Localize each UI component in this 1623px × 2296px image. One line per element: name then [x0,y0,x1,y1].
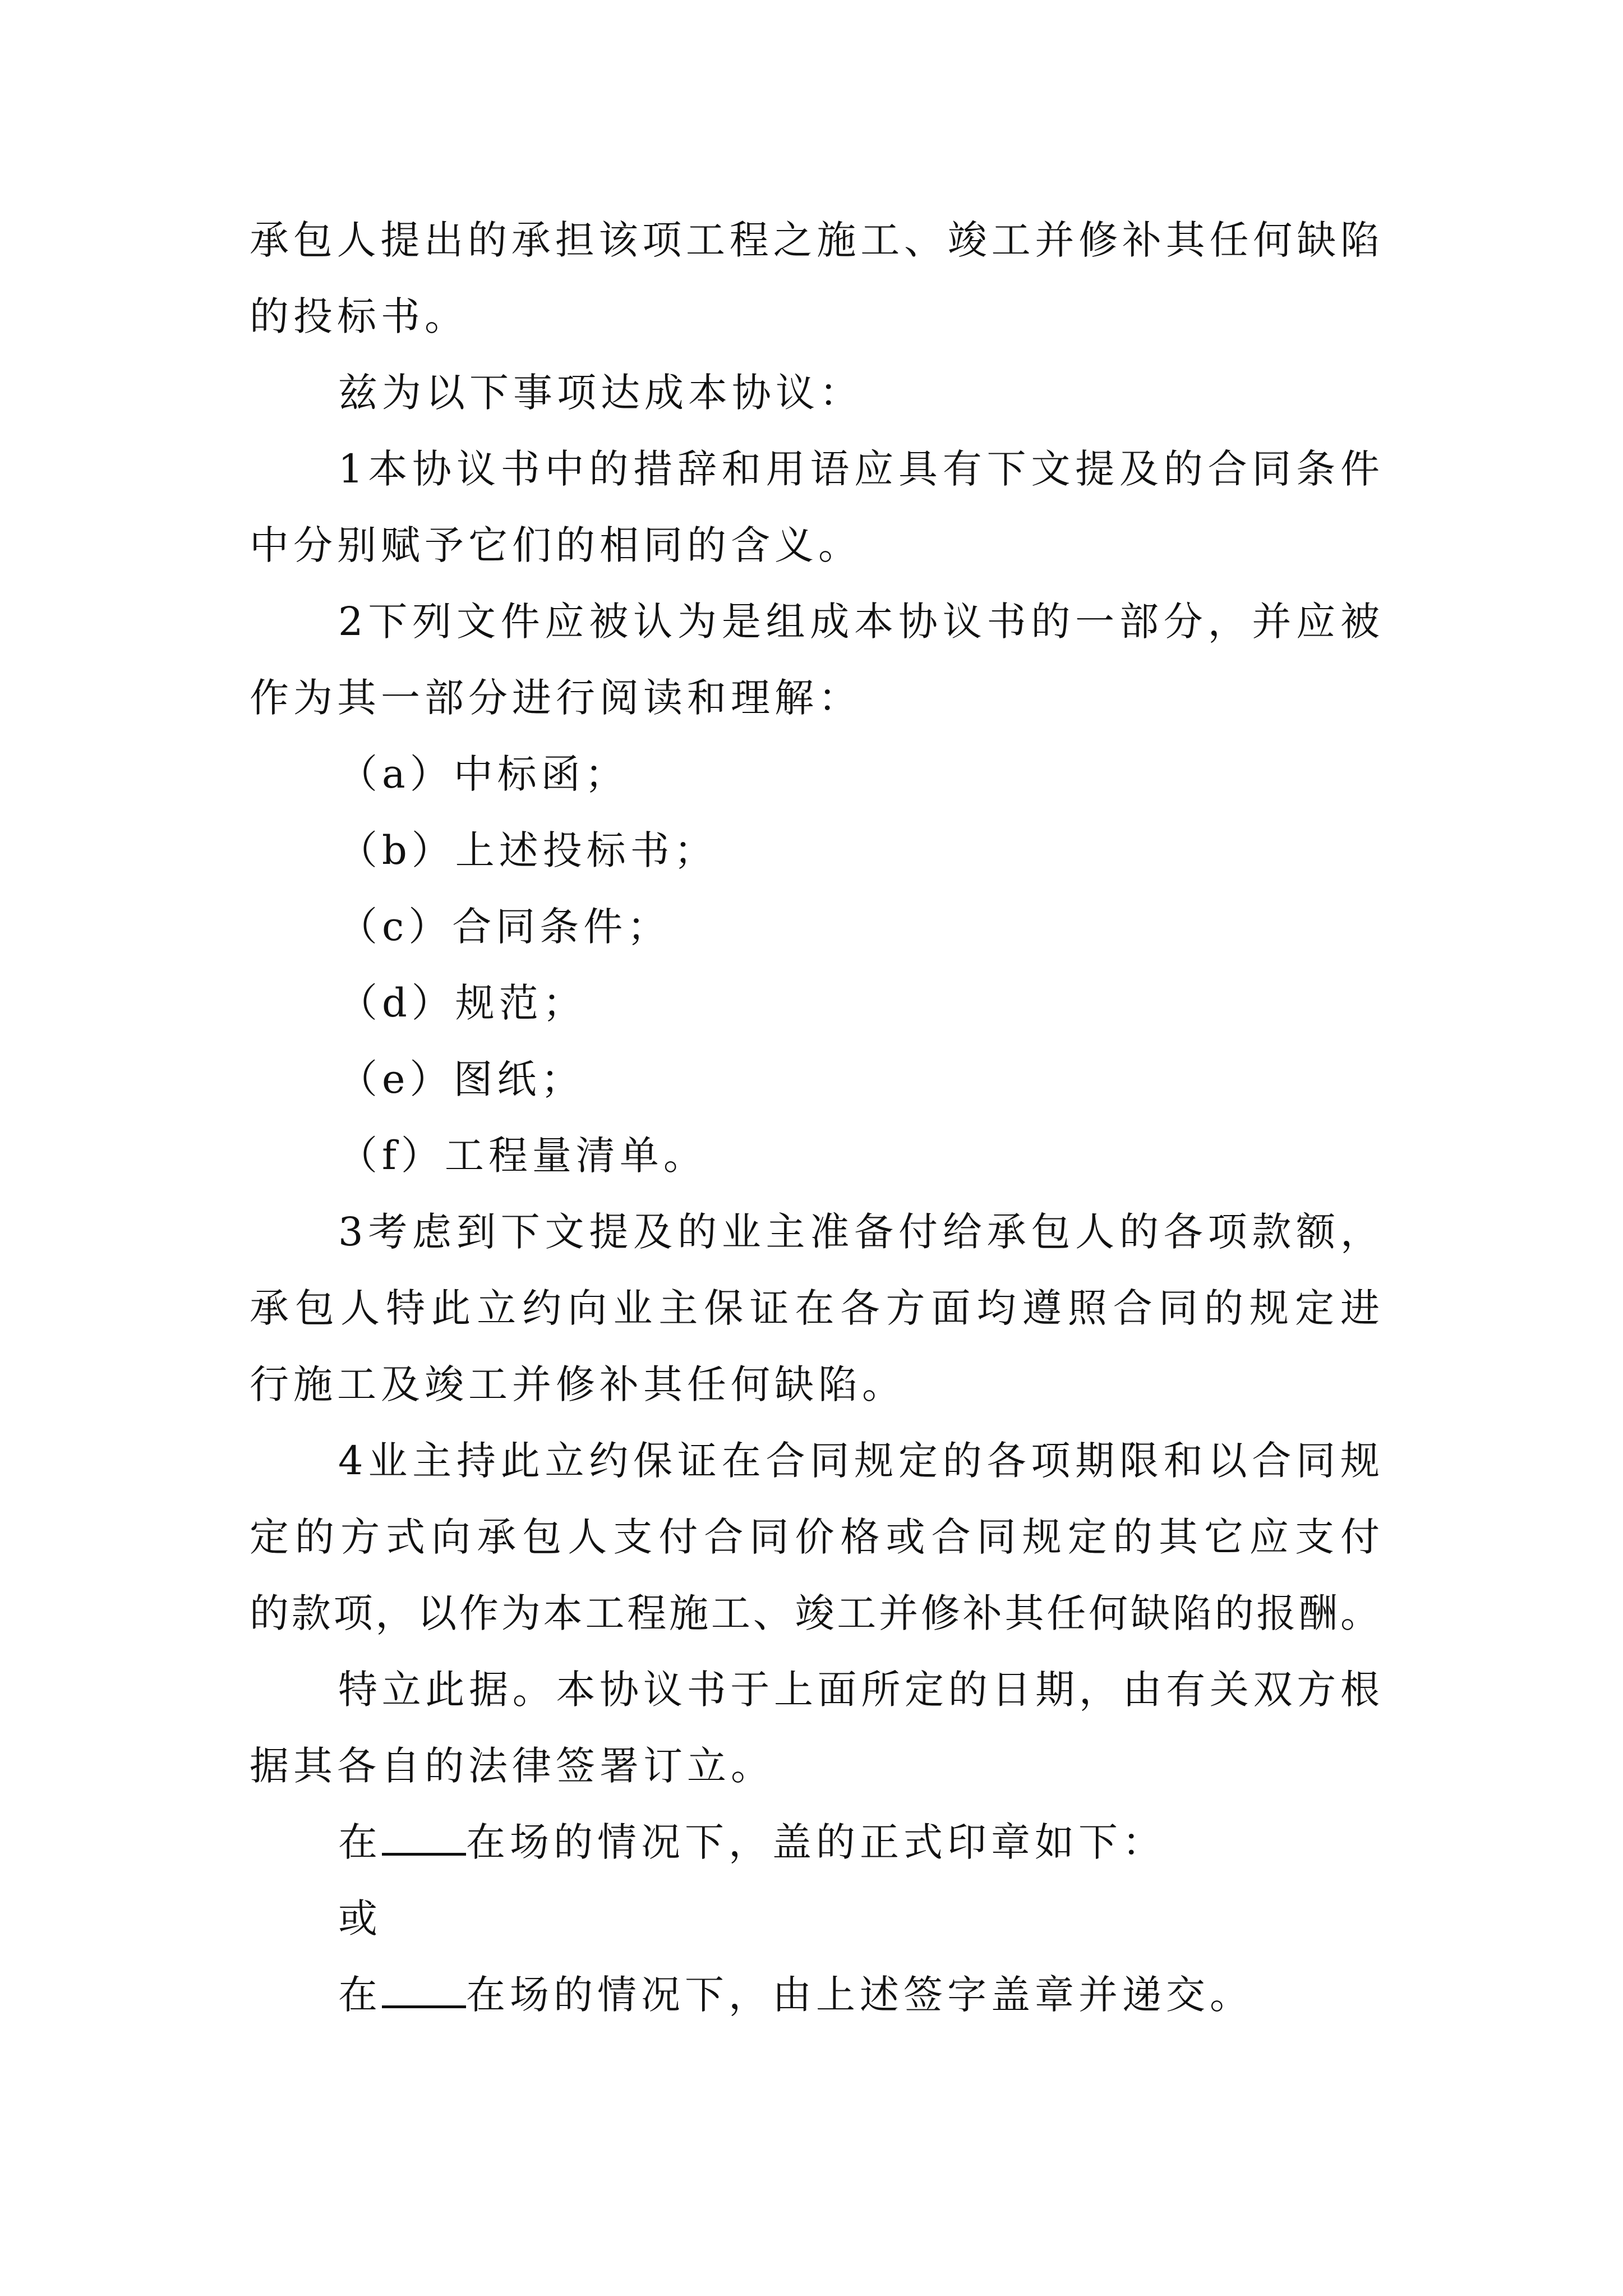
witness-line: 特立此据。本协议书于上面所定的日期，由有关双方根 [338,1667,1380,1713]
seal-line [250,1804,1380,1880]
paragraph-line: 的投标书。 [250,293,468,339]
sign-witness-blank[interactable] [382,1972,466,2008]
clause-4-line: 的款项，以作为本工程施工、竣工并修补其任何缺陷的报酬。 [250,1590,1380,1636]
clause-4-line: 定的方式向承包人支付合同价格或合同规定的其它应支付 [250,1514,1380,1560]
clause-1-line: 1本协议书中的措辞和用语应具有下文提及的合同条件 [338,446,1380,492]
seal-witness-blank[interactable] [382,1819,466,1856]
list-item: （f）工程量清单。 [338,1133,707,1179]
agreement-body [250,202,1380,2033]
clause-2-line: 2下列文件应被认为是组成本协议书的一部分，并应被 [338,599,1380,645]
witness-line: 据其各自的法律签署订立。 [250,1743,774,1789]
list-item: （a）中标函； [338,751,629,797]
list-item: （e）图纸； [338,1056,585,1102]
clause-3-line: 行施工及竣工并修补其任何缺陷。 [250,1361,906,1407]
paragraph-line: 承包人提出的承担该项工程之施工、竣工并修补其任何缺陷 [250,217,1380,263]
seal-suffix: 在场的情况下，盖的正式印章如下： [466,1819,1166,1865]
seal-prefix: 在 [338,1819,382,1865]
sign-suffix: 在场的情况下，由上述签字盖章并递交。 [466,1972,1253,2018]
clause-4-line: 4业主持此立约保证在合同规定的各项期限和以合同规 [338,1438,1380,1484]
paragraph-line: 兹为以下事项达成本协议： [338,370,863,416]
list-item: （d）规范； [338,980,587,1026]
or-line: 或 [338,1895,382,1941]
clause-3-line: 3考虑到下文提及的业主准备付给承包人的各项款额， [338,1209,1380,1255]
list-item: （b）上述投标书； [338,827,718,873]
clause-3-line: 承包人特此立约向业主保证在各方面均遵照合同的规定进 [250,1285,1380,1331]
list-item: （c）合同条件； [338,904,671,950]
sign-line [250,1957,1380,2033]
sign-prefix: 在 [338,1972,382,2018]
clause-1-line: 中分别赋予它们的相同的含义。 [250,522,862,568]
clause-2-line: 作为其一部分进行阅读和理解： [250,675,862,721]
